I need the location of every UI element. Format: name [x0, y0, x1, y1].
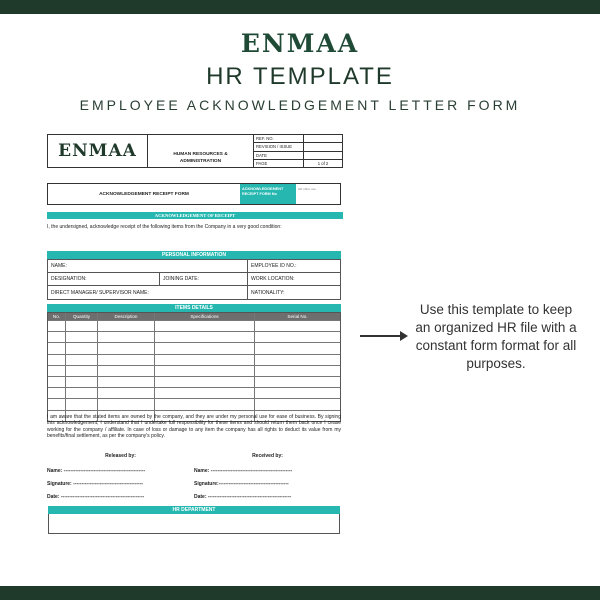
department-line-1: HUMAN RESOURCES & — [173, 152, 228, 157]
items-table-body — [48, 320, 340, 421]
personal-info-title: PERSONAL INFORMATION — [47, 251, 341, 259]
meta-key: PAGE — [254, 160, 304, 167]
table-row — [48, 387, 340, 398]
item-cell[interactable] — [255, 332, 340, 342]
page-subtitle: EMPLOYEE ACKNOWLEDGEMENT LETTER FORM — [79, 97, 521, 113]
released-signature-line[interactable]: Signature: ------------------------------------------ — [47, 480, 144, 487]
signature-lines — [47, 464, 341, 503]
acknowledgement-title: ACKNOWLEDGEMENT OF RECEIPT — [47, 212, 343, 219]
table-row — [48, 260, 340, 273]
item-cell[interactable] — [48, 355, 66, 365]
arrow-line — [360, 335, 404, 337]
item-cell[interactable] — [98, 355, 155, 365]
column-header: Serial No. — [287, 314, 308, 319]
item-cell[interactable] — [48, 377, 66, 387]
item-cell[interactable] — [255, 366, 340, 376]
item-cell[interactable] — [155, 366, 255, 376]
item-cell[interactable] — [48, 399, 66, 409]
received-by-label: Received by: — [252, 453, 283, 459]
meta-row — [254, 152, 342, 160]
department-line-2: ADMINISTRATION — [179, 158, 222, 164]
column-header: Quantity — [66, 313, 98, 320]
document-meta — [254, 135, 342, 167]
item-cell[interactable] — [66, 377, 98, 387]
side-note: Use this template to keep an organized HR file with a constant form format for all purposes. — [415, 302, 577, 371]
employee-id-field[interactable]: EMPLOYEE ID NO.: — [251, 263, 297, 269]
meta-value — [304, 143, 342, 150]
meta-key: REVISION / ISSUE — [254, 143, 304, 150]
column-header: Specifications — [155, 313, 255, 320]
hr-department-title: HR DEPARTMENT — [48, 506, 340, 514]
table-row — [48, 331, 340, 342]
hr-department-box — [48, 514, 340, 534]
items-table-header — [48, 313, 340, 320]
item-cell[interactable] — [66, 332, 98, 342]
item-cell[interactable] — [98, 366, 155, 376]
item-cell[interactable] — [66, 321, 98, 331]
column-header: No. — [48, 313, 66, 320]
table-row — [48, 354, 340, 365]
received-date-line[interactable]: Date: -------------------------------------------------- — [194, 493, 292, 500]
bottom-band — [0, 586, 600, 600]
item-cell[interactable] — [155, 399, 255, 409]
item-cell[interactable] — [98, 343, 155, 353]
item-cell[interactable] — [155, 321, 255, 331]
designation-field[interactable]: DESIGNATION: — [48, 273, 160, 285]
joining-date-field[interactable]: JOINING DATE: — [160, 273, 248, 285]
item-cell[interactable] — [98, 321, 155, 331]
document-logo: ENMAA — [48, 135, 148, 167]
item-cell[interactable] — [255, 388, 340, 398]
brand-logo: ENMAA — [240, 29, 360, 58]
item-cell[interactable] — [155, 355, 255, 365]
item-cell[interactable] — [255, 399, 340, 409]
item-cell[interactable] — [155, 377, 255, 387]
receipt-form-box — [47, 183, 341, 205]
receipt-form-note: HR office use — [298, 187, 316, 191]
item-cell[interactable] — [48, 321, 66, 331]
item-cell[interactable] — [98, 332, 155, 342]
table-row — [48, 342, 340, 353]
receipt-form-label: ACKNOWLEDGEMENT RECEIPT FORM — [99, 191, 189, 197]
released-name-line[interactable]: Name: ------------------------------------------------- — [47, 467, 146, 474]
terms-paragraph: I am aware that the stated items are owned by the company, and they are under my personal use for ease of business. By signing this acknowledgement, I understand that I undertake full responsibility for these items and should return them back once I cease working for the company / affiliate. In case of loss or damage to any item the company has all rights to deduct its value from my benefits/final settlement, as per the company's policy. — [47, 414, 341, 440]
meta-row — [254, 135, 342, 143]
table-row — [48, 376, 340, 387]
item-cell[interactable] — [48, 388, 66, 398]
meta-value — [304, 152, 342, 159]
signature-headers — [47, 453, 341, 459]
receipt-form-number-tag: ACKNOWLEDGEMENT RECEIPT FORM No — [240, 184, 296, 204]
item-cell[interactable] — [66, 366, 98, 376]
table-row — [48, 273, 340, 286]
meta-value: 1 of 2 — [317, 160, 329, 166]
document-header — [47, 134, 343, 168]
item-cell[interactable] — [66, 343, 98, 353]
department-name — [148, 135, 254, 167]
signature-row — [47, 464, 341, 477]
arrow-right-icon — [400, 331, 408, 341]
item-cell[interactable] — [66, 355, 98, 365]
table-row — [48, 365, 340, 376]
item-cell[interactable] — [255, 343, 340, 353]
signature-row — [47, 477, 341, 490]
item-cell[interactable] — [255, 355, 340, 365]
released-by-label: Released by: — [105, 453, 136, 459]
meta-key: DATE — [254, 152, 304, 159]
column-header: Description — [98, 313, 155, 320]
item-cell[interactable] — [48, 366, 66, 376]
signature-row — [47, 490, 341, 503]
meta-key: REF. NO. — [254, 135, 304, 142]
received-name-line[interactable]: Name: ------------------------------------------------- — [194, 467, 293, 474]
received-signature-line[interactable]: Signature:------------------------------------------ — [194, 480, 289, 487]
item-cell[interactable] — [98, 399, 155, 409]
nationality-field[interactable]: NATIONALITY: — [251, 289, 285, 296]
item-cell[interactable] — [255, 377, 340, 387]
item-cell[interactable] — [66, 399, 98, 409]
item-cell[interactable] — [255, 321, 340, 331]
table-row — [48, 398, 340, 409]
item-cell[interactable] — [48, 343, 66, 353]
item-cell[interactable] — [98, 377, 155, 387]
page-title: HR TEMPLATE — [206, 63, 394, 90]
hero-header — [0, 30, 600, 114]
top-band — [0, 0, 600, 14]
meta-row — [254, 143, 342, 151]
intro-paragraph: I, the undersigned, acknowledge receipt of the following items from the Company in a very good condition: — [47, 224, 282, 230]
item-cell[interactable] — [155, 332, 255, 342]
released-date-line[interactable]: Date: -------------------------------------------------- — [47, 493, 145, 500]
name-field[interactable]: NAME: — [48, 260, 248, 272]
item-cell[interactable] — [98, 388, 155, 398]
item-cell[interactable] — [66, 388, 98, 398]
personal-info-table — [47, 259, 341, 300]
table-row — [48, 320, 340, 331]
items-table — [47, 312, 341, 422]
item-cell[interactable] — [155, 343, 255, 353]
item-cell[interactable] — [48, 332, 66, 342]
manager-field[interactable]: DIRECT MANAGER/ SUPERVISOR NAME: — [48, 286, 248, 299]
work-location-field[interactable]: WORK LOCATION: — [251, 276, 295, 282]
document-preview — [47, 134, 343, 534]
items-details-title: ITEMS DETAILS — [47, 304, 341, 312]
item-cell[interactable] — [155, 388, 255, 398]
meta-value — [304, 135, 342, 142]
meta-row — [254, 160, 342, 167]
table-row — [48, 286, 340, 299]
